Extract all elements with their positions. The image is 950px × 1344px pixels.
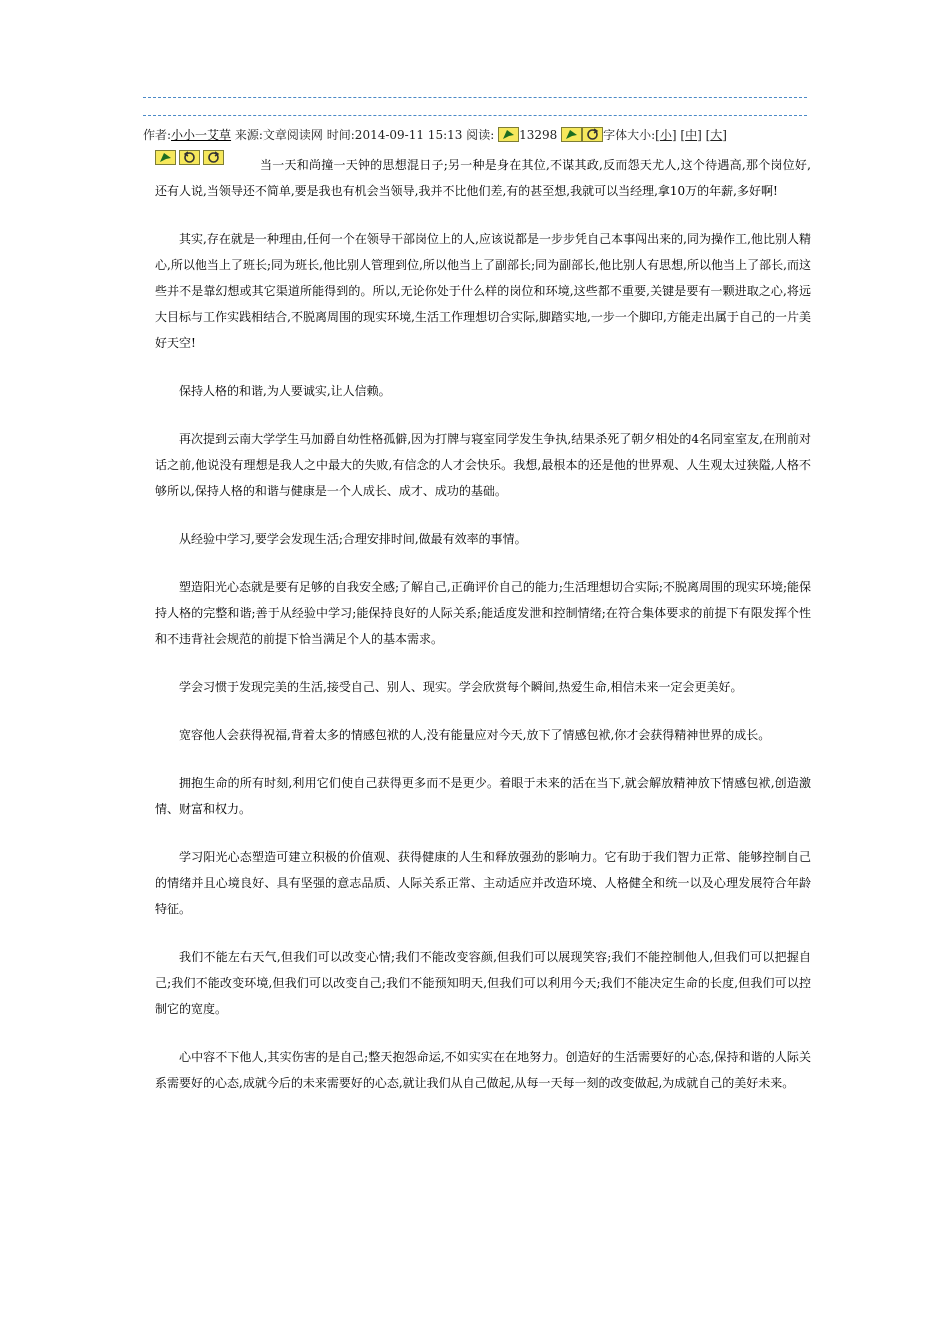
fontsize-label: 字体大小: — [603, 128, 656, 142]
paragraph: 学会习惯于发现完美的生活,接受自己、别人、现实。学会欣赏每个瞬间,热爱生命,相信未来一定会更美好。 — [179, 680, 743, 694]
refresh-icon[interactable] — [582, 127, 603, 142]
source-text: 来源:文章阅读网 — [234, 128, 323, 142]
paragraph: 其实,存在就是一种理由,任何一个在领导干部岗位上的人,应该说都是一步步凭自己本事闯出来的,同为操作工,他比别人精心,所以他当上了班长;同为班长,他比别人管理到位,所以他当上了副部长;同为副部长,他比别人有思想,所以他当上了部长,而这些并不是靠幻想或其它渠道所能得到的。所以,无论你处于什么样的岗位和环境,这些都不重要,关键是要有一颗进取之心,将远大目标与工作实践相结合,不脱离周围的现实环境,生活工作理想切合实际,脚踏实地,一步一个脚印,方能走出属于自己的一片美好天空! — [155, 232, 811, 350]
article-meta: 作者:小小一艾草 来源:文章阅读网 时间:2014-09-11 15:13 阅读: 13298 字体大小:[小] [中] [大] — [143, 128, 727, 142]
paragraph: 当一天和尚撞一天钟的思想混日子;另一种是身在其位,不谋其政,反而怨天尤人,这个待遇高,那个岗位好,还有人说,当领导还不简单,要是我也有机会当领导,我并不比他们差,有的甚至想,我就可以当经理,拿10万的年薪,多好啊! — [155, 158, 811, 198]
author-label: 作者: — [143, 128, 172, 142]
forward-icon[interactable] — [561, 127, 582, 142]
font-medium-button[interactable]: 中 — [685, 128, 698, 142]
reads-count: 13298 — [519, 128, 558, 142]
forward-icon[interactable] — [498, 127, 519, 142]
author-link[interactable]: 小小一艾草 — [171, 128, 232, 142]
reads-label: 阅读: — [466, 128, 495, 142]
paragraph: 我们不能左右天气,但我们可以改变心情;我们不能改变容颜,但我们可以展现笑容;我们不能控制他人,但我们可以把握自己;我们不能改变环境,但我们可以改变自己;我们不能预知明天,但我们可以利用今天;我们不能决定生命的长度,但我们可以控制它的宽度。 — [155, 950, 811, 1016]
dashed-divider-top — [143, 97, 807, 98]
paragraph: 保持人格的和谐,为人要诚实,让人信赖。 — [179, 384, 391, 398]
font-large-button[interactable]: 大 — [710, 128, 723, 142]
font-small-button[interactable]: 小 — [659, 128, 672, 142]
paragraph: 学习阳光心态塑造可建立积极的价值观、获得健康的人生和释放强劲的影响力。它有助于我们智力正常、能够控制自己的情绪并且心境良好、具有坚强的意志品质、人际关系正常、主动适应并改造环境、人格健全和统一以及心理发展符合年龄特征。 — [155, 850, 811, 916]
time-text: 时间:2014-09-11 15:13 — [326, 128, 463, 142]
paragraph: 从经验中学习,要学会发现生活;合理安排时间,做最有效率的事情。 — [179, 532, 527, 546]
dashed-divider-bottom — [143, 115, 807, 116]
paragraph: 心中容不下他人,其实伤害的是自己;整天抱怨命运,不如实实在在地努力。创造好的生活需要好的心态,保持和谐的人际关系需要好的心态,成就今后的未来需要好的心态,就让我们从自己做起,从每一天每一刻的改变做起,为成就自己的美好未来。 — [155, 1050, 811, 1090]
paragraph: 拥抱生命的所有时刻,利用它们使自己获得更多而不是更少。着眼于未来的活在当下,就会解放精神放下情感包袱,创造激情、财富和权力。 — [155, 776, 811, 816]
paragraph: 塑造阳光心态就是要有足够的自我安全感;了解自己,正确评价自己的能力;生活理想切合实际;不脱离周围的现实环境;能保持人格的完整和谐;善于从经验中学习;能保持良好的人际关系;能适度发泄和控制情绪;在符合集体要求的前提下有限发挥个性和不违背社会规范的前提下恰当满足个人的基本需求。 — [155, 580, 811, 646]
paragraph: 再次提到云南大学学生马加爵自幼性格孤僻,因为打牌与寝室同学发生争执,结果杀死了朝夕相处的4名同室室友,在刑前对话之前,他说没有理想是我人之中最大的失败,有信念的人才会快乐。我想,最根本的还是他的世界观、人生观太过狭隘,人格不够所以,保持人格的和谐与健康是一个人成长、成才、成功的基础。 — [155, 432, 811, 498]
paragraph: 宽容他人会获得祝福,背着太多的情感包袱的人,没有能量应对今天,放下了情感包袱,你才会获得精神世界的成长。 — [179, 728, 771, 742]
article-body — [155, 152, 811, 1118]
